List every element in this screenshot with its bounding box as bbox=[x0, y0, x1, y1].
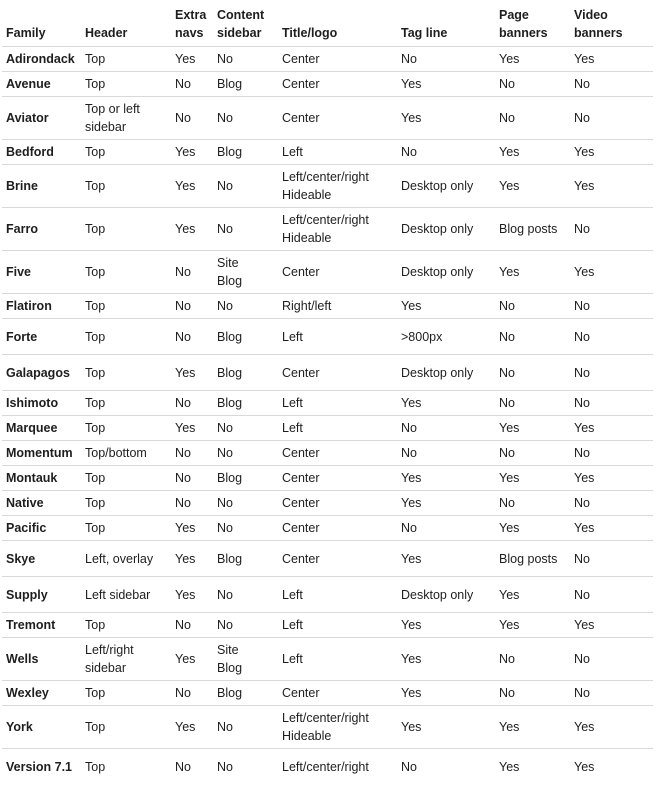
column-header-video-banners: Video banners bbox=[570, 6, 653, 47]
tag-line-cell: Yes bbox=[397, 491, 495, 516]
title-logo-cell: Center bbox=[278, 72, 397, 97]
video-banners-cell: No bbox=[570, 577, 653, 613]
extra-navs-cell: No bbox=[171, 72, 213, 97]
column-header-family: Family bbox=[2, 6, 81, 47]
content-sidebar-cell: Blog bbox=[213, 355, 278, 391]
content-sidebar-cell: No bbox=[213, 441, 278, 466]
family-cell: Adirondack bbox=[2, 47, 81, 72]
title-logo-cell: Left bbox=[278, 319, 397, 355]
table-row bbox=[2, 355, 653, 391]
family-cell: Momentum bbox=[2, 441, 81, 466]
family-cell: Montauk bbox=[2, 466, 81, 491]
content-sidebar-cell: No bbox=[213, 97, 278, 140]
header-cell: Top bbox=[81, 294, 171, 319]
table-row bbox=[2, 681, 653, 706]
video-banners-cell: Yes bbox=[574, 759, 595, 774]
table-row bbox=[2, 165, 653, 208]
extra-navs-cell: Yes bbox=[171, 140, 213, 165]
column-header-header: Header bbox=[81, 6, 171, 47]
title-logo-cell: Left/center/right Hideable bbox=[278, 706, 397, 749]
header-cell: Top bbox=[81, 47, 171, 72]
tag-line-cell: No bbox=[397, 140, 495, 165]
table-row bbox=[2, 97, 653, 140]
table-row bbox=[2, 613, 653, 638]
page-banners-cell: Yes bbox=[495, 140, 570, 165]
video-banners-cell: Yes bbox=[570, 251, 653, 294]
header-cell: Top bbox=[81, 208, 171, 251]
header-cell: Top bbox=[81, 391, 171, 416]
family-cell: Farro bbox=[2, 208, 81, 251]
header-cell: Top bbox=[81, 466, 171, 491]
video-banners-cell: No bbox=[570, 491, 653, 516]
video-banners-cell: Yes bbox=[570, 613, 653, 638]
extra-navs-cell: No bbox=[171, 491, 213, 516]
table-row bbox=[2, 706, 653, 749]
extra-navs-cell: No bbox=[171, 97, 213, 140]
header-cell: Top bbox=[81, 319, 171, 355]
table-row bbox=[2, 577, 653, 613]
tag-line-cell: No bbox=[397, 441, 495, 466]
family-cell: Avenue bbox=[2, 72, 81, 97]
family-cell: Supply bbox=[2, 577, 81, 613]
video-banners-cell: No bbox=[570, 294, 653, 319]
title-logo-cell: Left bbox=[278, 416, 397, 441]
column-header-title-logo: Title/logo bbox=[278, 6, 397, 47]
column-header-tag-line: Tag line bbox=[397, 6, 495, 47]
video-banners-cell: No bbox=[570, 681, 653, 706]
page-banners-cell: No bbox=[495, 441, 570, 466]
page-banners-cell: Yes bbox=[495, 251, 570, 294]
content-sidebar-cell: Blog bbox=[213, 140, 278, 165]
family-cell: Native bbox=[2, 491, 81, 516]
video-banners-cell: No bbox=[570, 441, 653, 466]
page-banners-cell: No bbox=[495, 391, 570, 416]
header-cell: Top bbox=[81, 491, 171, 516]
family-cell: Tremont bbox=[2, 613, 81, 638]
content-sidebar-cell: Blog bbox=[213, 541, 278, 577]
video-banners-cell: No bbox=[570, 541, 653, 577]
content-sidebar-cell: No bbox=[213, 577, 278, 613]
page-banners-cell: Yes bbox=[495, 706, 570, 749]
page-banners-cell: No bbox=[495, 97, 570, 140]
page-banners-cell: No bbox=[495, 294, 570, 319]
family-cell: Skye bbox=[2, 541, 81, 577]
header-cell: Top bbox=[81, 516, 171, 541]
table-row bbox=[2, 319, 653, 355]
video-banners-cell: No bbox=[570, 638, 653, 681]
family-cell: Aviator bbox=[2, 97, 81, 140]
table-row bbox=[2, 391, 653, 416]
page-banners-cell: Yes bbox=[495, 165, 570, 208]
title-logo-cell: Left bbox=[278, 140, 397, 165]
page-banners-cell: No bbox=[495, 72, 570, 97]
family-cell: Ishimoto bbox=[2, 391, 81, 416]
page-banners-cell: Yes bbox=[495, 613, 570, 638]
page-banners-cell: Yes bbox=[495, 47, 570, 72]
video-banners-cell: No bbox=[570, 208, 653, 251]
tag-line-cell: Yes bbox=[397, 681, 495, 706]
title-logo-cell: Center bbox=[278, 541, 397, 577]
tag-line-cell: Yes bbox=[397, 706, 495, 749]
extra-navs-cell: No bbox=[171, 319, 213, 355]
tag-line-cell: Yes bbox=[397, 294, 495, 319]
content-sidebar-cell: No bbox=[213, 613, 278, 638]
header-cell: Top bbox=[81, 165, 171, 208]
extra-navs-cell: Yes bbox=[171, 208, 213, 251]
page-banners-cell: No bbox=[495, 638, 570, 681]
video-banners-cell: Yes bbox=[570, 165, 653, 208]
video-banners-cell: No bbox=[570, 72, 653, 97]
table-row bbox=[2, 294, 653, 319]
title-logo-cell: Center bbox=[278, 251, 397, 294]
content-sidebar-cell: No bbox=[213, 47, 278, 72]
tag-line-cell: Yes bbox=[397, 638, 495, 681]
content-sidebar-cell: Blog bbox=[213, 319, 278, 355]
title-logo-cell: Left/center/right Hideable bbox=[278, 208, 397, 251]
table-row bbox=[2, 491, 653, 516]
content-sidebar-cell: No bbox=[217, 759, 233, 774]
content-sidebar-cell: No bbox=[213, 416, 278, 441]
tag-line-cell: >800px bbox=[397, 319, 495, 355]
page-banners-cell: Yes bbox=[499, 759, 520, 774]
extra-navs-cell: No bbox=[175, 759, 191, 774]
table-body bbox=[2, 47, 653, 785]
table-row bbox=[2, 516, 653, 541]
extra-navs-cell: No bbox=[171, 294, 213, 319]
tag-line-cell: Desktop only bbox=[397, 208, 495, 251]
video-banners-cell: No bbox=[570, 97, 653, 140]
table-row bbox=[2, 208, 653, 251]
title-logo-cell: Center bbox=[278, 516, 397, 541]
extra-navs-cell: Yes bbox=[171, 541, 213, 577]
page-banners-cell: Yes bbox=[495, 466, 570, 491]
title-logo-cell: Center bbox=[278, 491, 397, 516]
header-cell: Left, overlay bbox=[81, 541, 171, 577]
header-cell: Top bbox=[81, 140, 171, 165]
tag-line-cell: No bbox=[397, 47, 495, 72]
family-cell: Marquee bbox=[2, 416, 81, 441]
table-row bbox=[2, 466, 653, 491]
header-cell: Top bbox=[81, 416, 171, 441]
family-cell: Wexley bbox=[2, 681, 81, 706]
extra-navs-cell: No bbox=[171, 251, 213, 294]
header-cell: Left sidebar bbox=[81, 577, 171, 613]
tag-line-cell: Yes bbox=[397, 541, 495, 577]
video-banners-cell: Yes bbox=[570, 47, 653, 72]
header-cell: Top bbox=[81, 355, 171, 391]
content-sidebar-cell: Blog bbox=[213, 466, 278, 491]
content-sidebar-cell: Blog bbox=[213, 681, 278, 706]
tag-line-cell: Yes bbox=[397, 613, 495, 638]
extra-navs-cell: No bbox=[171, 441, 213, 466]
video-banners-cell: Yes bbox=[570, 416, 653, 441]
header-cell: Top bbox=[81, 72, 171, 97]
extra-navs-cell: Yes bbox=[171, 47, 213, 72]
title-logo-cell: Center bbox=[278, 466, 397, 491]
extra-navs-cell: No bbox=[171, 681, 213, 706]
page-banners-cell: No bbox=[495, 491, 570, 516]
header-cell: Top bbox=[81, 706, 171, 749]
family-cell: Wells bbox=[2, 638, 81, 681]
page-banners-cell: Blog posts bbox=[495, 541, 570, 577]
extra-navs-cell: Yes bbox=[171, 516, 213, 541]
family-cell: Galapagos bbox=[2, 355, 81, 391]
content-sidebar-cell: No bbox=[213, 516, 278, 541]
header-cell: Top bbox=[81, 251, 171, 294]
table-row bbox=[2, 638, 653, 681]
page-banners-cell: No bbox=[495, 319, 570, 355]
title-logo-cell: Center bbox=[278, 47, 397, 72]
title-logo-cell: Left/center/right bbox=[282, 759, 369, 774]
table-row bbox=[2, 541, 653, 577]
table-row bbox=[2, 72, 653, 97]
content-sidebar-cell: Site Blog bbox=[213, 251, 278, 294]
extra-navs-cell: No bbox=[171, 466, 213, 491]
content-sidebar-cell: No bbox=[213, 294, 278, 319]
title-logo-cell: Left bbox=[278, 577, 397, 613]
column-header-content-sidebar: Content sidebar bbox=[213, 6, 278, 47]
header-cell: Top or left sidebar bbox=[81, 97, 171, 140]
title-logo-cell: Left bbox=[278, 391, 397, 416]
tag-line-cell: Desktop only bbox=[397, 251, 495, 294]
title-logo-cell: Left bbox=[278, 613, 397, 638]
title-logo-cell: Right/left bbox=[278, 294, 397, 319]
extra-navs-cell: Yes bbox=[171, 638, 213, 681]
tag-line-cell: Desktop only bbox=[397, 577, 495, 613]
header-cell: Top bbox=[81, 613, 171, 638]
family-cell: Pacific bbox=[2, 516, 81, 541]
table-row bbox=[2, 47, 653, 72]
extra-navs-cell: Yes bbox=[171, 355, 213, 391]
tag-line-cell: Yes bbox=[397, 466, 495, 491]
title-logo-cell: Left/center/right Hideable bbox=[278, 165, 397, 208]
family-cell: Version 7.1 bbox=[6, 759, 73, 774]
tag-line-cell: No bbox=[397, 416, 495, 441]
video-banners-cell: Yes bbox=[570, 466, 653, 491]
tag-line-cell: No bbox=[401, 759, 417, 774]
template-comparison-table bbox=[2, 6, 653, 785]
table-row bbox=[2, 140, 653, 165]
video-banners-cell: Yes bbox=[570, 516, 653, 541]
family-cell: York bbox=[2, 706, 81, 749]
title-logo-cell: Left bbox=[278, 638, 397, 681]
content-sidebar-cell: Blog bbox=[213, 391, 278, 416]
title-logo-cell: Center bbox=[278, 681, 397, 706]
video-banners-cell: Yes bbox=[570, 706, 653, 749]
table-row bbox=[2, 251, 653, 294]
extra-navs-cell: No bbox=[171, 391, 213, 416]
tag-line-cell: Desktop only bbox=[397, 165, 495, 208]
extra-navs-cell: Yes bbox=[171, 416, 213, 441]
family-cell: Five bbox=[2, 251, 81, 294]
family-cell: Brine bbox=[2, 165, 81, 208]
tag-line-cell: Yes bbox=[397, 391, 495, 416]
column-header-page-banners: Page banners bbox=[495, 6, 570, 47]
extra-navs-cell: No bbox=[171, 613, 213, 638]
header-cell: Top bbox=[85, 759, 106, 774]
page-banners-cell: Blog posts bbox=[495, 208, 570, 251]
family-cell: Bedford bbox=[2, 140, 81, 165]
video-banners-cell: No bbox=[570, 355, 653, 391]
extra-navs-cell: Yes bbox=[171, 165, 213, 208]
video-banners-cell: No bbox=[570, 391, 653, 416]
extra-navs-cell: Yes bbox=[171, 706, 213, 749]
table-row bbox=[2, 749, 653, 785]
page-banners-cell: No bbox=[495, 681, 570, 706]
table-row bbox=[2, 416, 653, 441]
title-logo-cell: Center bbox=[278, 441, 397, 466]
header-cell: Top bbox=[81, 681, 171, 706]
extra-navs-cell: Yes bbox=[171, 577, 213, 613]
family-cell: Flatiron bbox=[2, 294, 81, 319]
column-header-extra-navs: Extra navs bbox=[171, 6, 213, 47]
content-sidebar-cell: No bbox=[213, 706, 278, 749]
title-logo-cell: Center bbox=[278, 355, 397, 391]
content-sidebar-cell: No bbox=[213, 491, 278, 516]
tag-line-cell: Desktop only bbox=[397, 355, 495, 391]
video-banners-cell: No bbox=[570, 319, 653, 355]
header-cell: Left/right sidebar bbox=[81, 638, 171, 681]
family-cell: Forte bbox=[2, 319, 81, 355]
page-banners-cell: No bbox=[495, 355, 570, 391]
title-logo-cell: Center bbox=[278, 97, 397, 140]
content-sidebar-cell: Site Blog bbox=[213, 638, 278, 681]
content-sidebar-cell: Blog bbox=[213, 72, 278, 97]
video-banners-cell: Yes bbox=[570, 140, 653, 165]
page-banners-cell: Yes bbox=[495, 416, 570, 441]
page-banners-cell: Yes bbox=[495, 516, 570, 541]
content-sidebar-cell: No bbox=[213, 165, 278, 208]
header-row bbox=[2, 6, 653, 47]
table-row bbox=[2, 441, 653, 466]
page-banners-cell: Yes bbox=[495, 577, 570, 613]
header-cell: Top/bottom bbox=[81, 441, 171, 466]
content-sidebar-cell: No bbox=[213, 208, 278, 251]
tag-line-cell: No bbox=[397, 516, 495, 541]
tag-line-cell: Yes bbox=[397, 97, 495, 140]
tag-line-cell: Yes bbox=[397, 72, 495, 97]
